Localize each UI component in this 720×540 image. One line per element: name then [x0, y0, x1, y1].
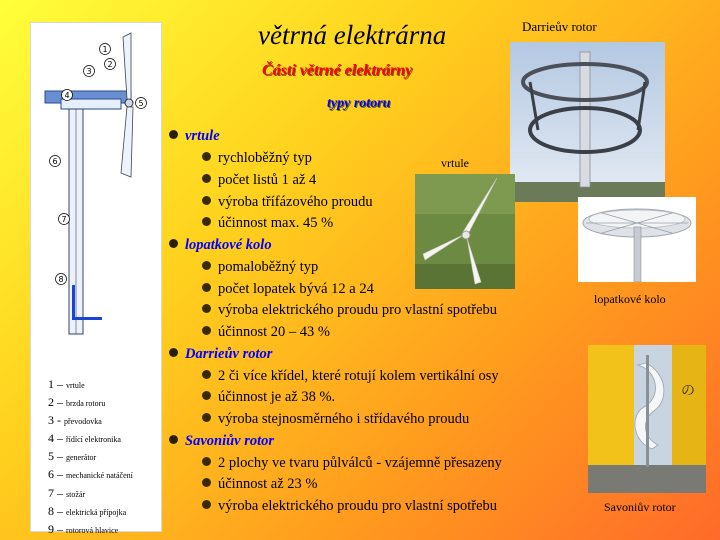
bullet-icon [202, 304, 211, 313]
bullet-icon [202, 217, 211, 226]
marker-5: 5 [138, 99, 144, 108]
legend-item: 7 – stožár [48, 485, 86, 500]
bullet-level1: Darrieův rotor [169, 346, 272, 363]
slide-subtitle: Části větrné elektrárny [262, 62, 413, 79]
bullet-level2: výroba elektrického proudu pro vlastní spotřebu [202, 498, 497, 515]
marker-2: 2 [107, 60, 113, 69]
bullet-icon [169, 130, 178, 139]
caption-multiblade: lopatkové kolo [594, 292, 666, 306]
bullet-level1: lopatkové kolo [169, 237, 272, 254]
bullet-level2: účinnost max. 45 % [202, 215, 333, 232]
bullet-level2: 2 či více křídel, které rotují kolem vertikální osy [202, 368, 499, 385]
bullet-icon [169, 435, 178, 444]
bullet-icon [202, 152, 211, 161]
caption-darrieus: Darrieův rotor [522, 19, 597, 34]
turbine-diagram [31, 23, 161, 373]
legend-item: 2 – brzda rotoru [48, 395, 106, 410]
bullet-icon [202, 478, 211, 487]
legend-item: 8 – elektrická přípojka [48, 503, 127, 518]
marker-1: 1 [102, 45, 108, 54]
marker-8: 8 [58, 275, 64, 284]
caption-propeller: vrtule [441, 156, 469, 170]
rotor-types-heading: typy rotoru [327, 96, 391, 111]
bullet-icon [202, 261, 211, 270]
bullet-level2: účinnost 20 – 43 % [202, 324, 330, 341]
legend-item: 3 - převodovka [48, 413, 102, 428]
bullet-icon [202, 391, 211, 400]
bullet-level2: pomaloběžný typ [202, 259, 318, 276]
legend-item: 1 – vrtule [48, 377, 85, 391]
darrieus-rotor-photo [510, 42, 665, 202]
legend-item: 5 – generátor [48, 449, 97, 464]
parts-legend [48, 376, 133, 539]
bullet-level2: počet listů 1 až 4 [202, 172, 316, 189]
bullet-icon [202, 413, 211, 422]
bullet-icon [202, 174, 211, 183]
bullet-icon [202, 500, 211, 509]
svg-text:の: の [681, 383, 695, 399]
legend-item: 4 – řídící elektronika [48, 431, 121, 446]
bullet-icon [202, 326, 211, 335]
bullet-level2: účinnost je až 38 %. [202, 389, 335, 406]
marker-4: 4 [64, 91, 70, 100]
legend-item: 9 – rotorová hlavice [48, 521, 119, 536]
multiblade-wheel-photo [578, 197, 696, 282]
bullet-icon [169, 239, 178, 248]
bullet-level1: vrtule [169, 128, 220, 145]
bullet-level2: 2 plochy ve tvaru půlválců - vzájemně přesazeny [202, 455, 502, 472]
bullet-icon [202, 283, 211, 292]
caption-savonius: Savoniův rotor [604, 500, 676, 514]
bullet-level2: účinnost až 23 % [202, 476, 317, 493]
bullet-level2: výroba třífázového proudu [202, 194, 373, 211]
bullet-level2: rychloběžný typ [202, 150, 312, 167]
bullet-level1: Savoniův rotor [169, 433, 274, 450]
slide-title: větrná elektrárna [258, 20, 447, 50]
propeller-rotor-photo [415, 174, 515, 289]
bullet-icon [169, 348, 178, 357]
savonius-rotor-photo [588, 345, 706, 493]
marker-6: 6 [52, 157, 58, 166]
bullet-icon [202, 457, 211, 466]
bullet-icon [202, 196, 211, 205]
legend-item: 6 – mechanické natáčení [48, 467, 133, 482]
marker-7: 7 [61, 215, 67, 224]
marker-3: 3 [86, 67, 92, 76]
bullet-level2: výroba stejnosměrného i střídavého proudu [202, 411, 469, 428]
bullet-level2: výroba elektrického proudu pro vlastní spotřebu [202, 302, 497, 319]
bullet-icon [202, 370, 211, 379]
bullet-level2: počet lopatek bývá 12 a 24 [202, 281, 374, 298]
